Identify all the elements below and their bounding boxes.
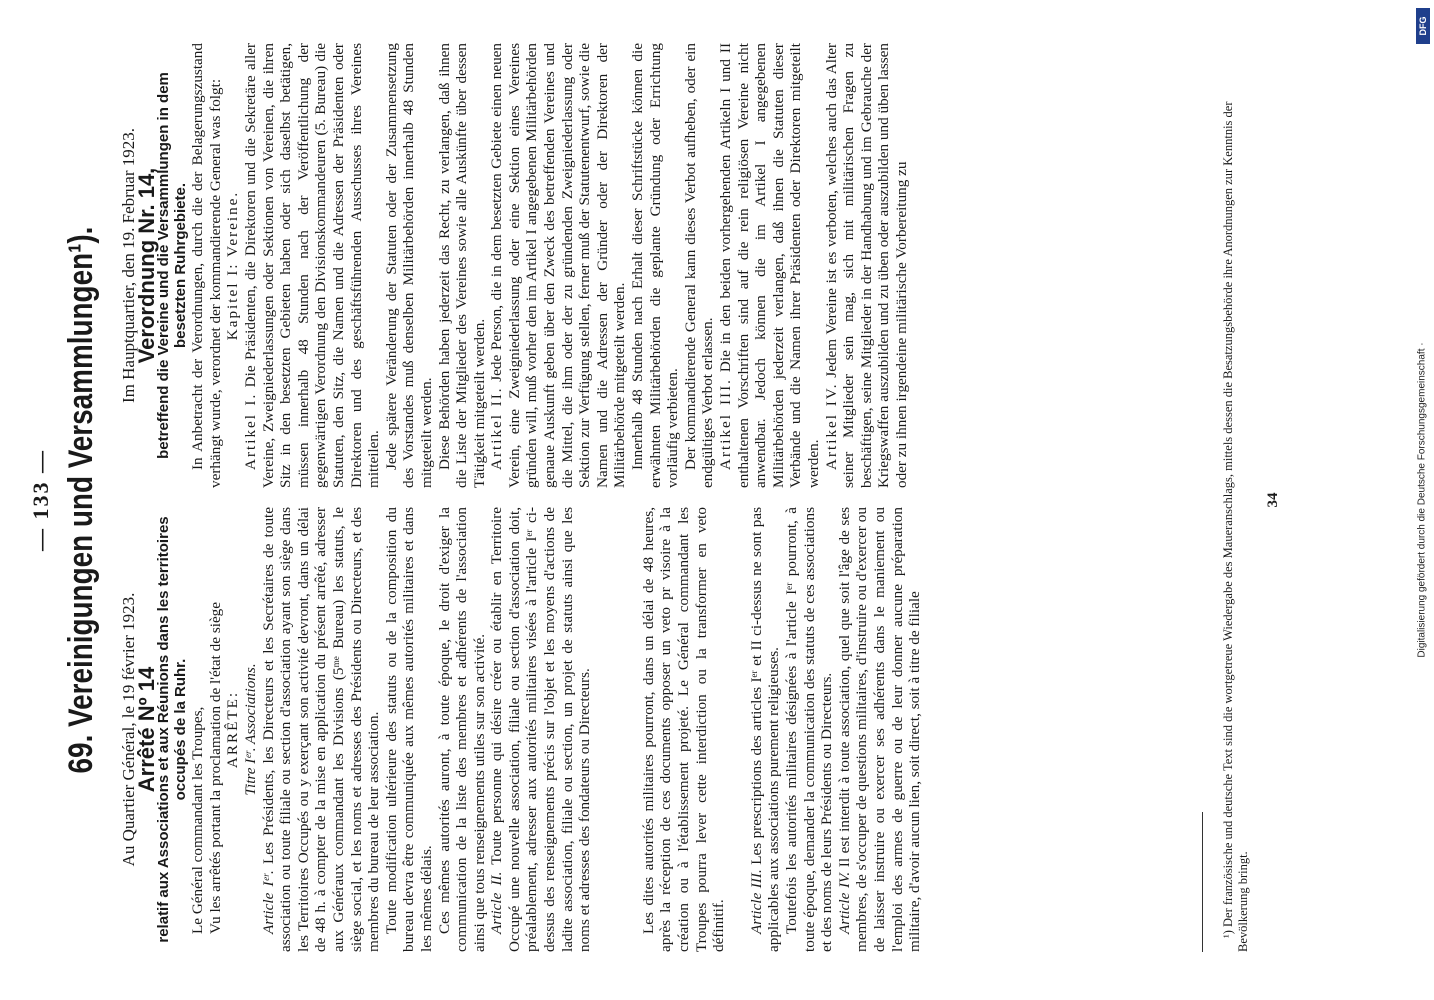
- french-arrete: ARRÊTE:: [224, 690, 242, 769]
- french-art4-label: Article IV.: [835, 871, 853, 934]
- main-title: 69. Vereinigungen und Versammlungen¹).: [62, 226, 100, 774]
- french-title: Arrêté Nº 14: [133, 666, 159, 793]
- digitization-sidebar: [1410, 0, 1434, 1000]
- french-article-4: [836, 507, 924, 952]
- german-art1-text: Die Präsidenten, die Direktoren und die Sekretäre aller Vereine, Zweigniederlassungen oder Sektionen von Vereinen, die ihren Sitz in den besetzten Gebieten haben oder sich daselbst betätigen, müssen innerhalb 48 Stunden nach der Veröffentlichung der gegenwärtigen Verordnung den Divisionskommandeuren (5. Bureau) die Statuten, den Sitz, die Namen und die Adressen der Präsidenten oder Direktoren und des geschäftsführenden Ausschusses ihres Vereines mitteilen.: [241, 42, 383, 488]
- french-art3-p2: Toutefois les autorités militaires désignées à l'article Iᵉʳ pourront, à toute époque, demander la communication des statuts de ces associations et des noms de leurs Présidents ou Directeurs.: [783, 507, 836, 952]
- french-art1-p3: Ces mêmes autorités auront, à toute époque, le droit d'exiger la communication de la liste des membres et adhérents de l'association ainsi que tous renseignements utiles sur son activité.: [435, 507, 488, 952]
- german-date: Im Hauptquartier, den 19. Februar 1923.: [119, 127, 138, 404]
- french-column: [120, 507, 924, 952]
- french-art1-text: Les Présidents, les Directeurs et les Secrétaires de toute association ou toute filiale ou section d'association ayant son siège dans les Territoires Occupés ou y exerçant son activité devront, dans un délai de 48 h. à compter de la mise en application du présent arrêté, adresser aux Généraux commandant les Divisions (5ᵐᵉ Bureau) les statuts, le siège social, et les noms et adresses des Présidents ou Directeurs, et des membres du bureau de leur association.: [259, 507, 383, 952]
- german-art1-p3: Diese Behörden haben jederzeit das Recht, zu verlangen, daß ihnen die Liste der Mitglieder des Vereines sowie alle Auskünfte über dessen Tätigkeit mitgeteilt werden.: [435, 43, 488, 488]
- french-art2-label: Article II.: [488, 871, 506, 934]
- spacer: [594, 507, 640, 952]
- french-art1-label: Article Iᵉʳ.: [259, 870, 277, 934]
- german-article-2: [488, 43, 629, 488]
- german-art3-label: Artikel III.: [717, 378, 734, 470]
- french-art2-text: Toute personne qui désire créer ou établir en Territoire Occupé une nouvelle association, filiale ou section d'association doit, préalablement, adresser aux autorités militaires visées à l'article Iᵉʳ ci-dessus des renseignements précis sur l'objet et les moyens d'actions de ladite association, filiale ou section, un projet de statuts ainsi que les noms et adresses des fondateurs ou Directeurs.: [488, 507, 594, 952]
- german-art2-p2: Innerhalb 48 Stunden nach Erhalt dieser Schriftstücke können die erwähnten Militärbehörden die geplante Gründung oder Errichtung vorläufig verbieten.: [629, 43, 682, 488]
- german-article-3: [717, 43, 823, 488]
- german-title: Verordnung Nr. 14,: [133, 167, 159, 364]
- german-art2-p3: Der kommandierende General kann dieses Verbot aufheben, oder ein endgültiges Verbot erlassen.: [681, 43, 717, 488]
- french-preamble-2: Vu les arrêtés portant la proclamation de l'état de siège: [206, 601, 224, 934]
- spacer: [728, 507, 748, 952]
- french-date: Au Quartier Général, le 19 février 1923.: [119, 592, 138, 867]
- german-art1-p2: Jede spätere Veränderung der Statuten oder der Zusammensetzung des Vorstandes muß denselben Militärbehörden innerhalb 48 Stunden mitgeteilt werden.: [382, 43, 435, 488]
- german-column: [120, 43, 911, 488]
- french-preamble-1: Le Général commandant les Troupes,: [189, 706, 207, 934]
- german-article-4: [823, 43, 911, 488]
- german-kapitel: Kapitel I: Vereine.: [224, 190, 242, 341]
- german-art3-text: Die in den beiden vorhergehenden Artikeln I und II enthaltenen Vorschriften sind auf die rein religiösen Vereine nicht anwendbar. Jedoch können die im Artikel I angegebenen Militärbehörden jederzeit verlangen, daß ihnen die Statuten dieser Verbände und die Namen ihrer Präsidenten oder Direktoren mitgeteilt werden.: [717, 42, 822, 488]
- french-art1-p2: Toute modification ultérieure des statuts ou de la composition du bureau devra être communiquée aux mêmes autorités militaires et dans les mêmes délais.: [382, 507, 435, 952]
- page-number: 34: [1265, 492, 1281, 508]
- digitization-credit: Digitalisierung gefördert durch die Deutsche Forschungsgemeinschaft ·: [1416, 342, 1428, 658]
- page-header: — 133 —: [28, 449, 53, 551]
- french-titre: Titre Iᵉʳ. Associations.: [241, 663, 259, 796]
- german-art2-text: Jede Person, die in dem besetzten Gebiete einen neuen Verein, eine Zweigniederlassung oder eine Sektion eines Vereines gründen will, muß vorher den im Artikel I angegebenen Militärbehörden genaue Auskunft geben über den Zweck des betreffenden Vereines und die Mittel, die ihm oder der zu gründenden Zweigniederlassung oder Sektion zur Verfügung stellen, ferner muß der Statutenentwurf, sowie die Namen und die Adressen der Gründer oder der Direktoren der Militärbehörde mitgeteilt werden.: [488, 43, 629, 488]
- german-art2-label: Artikel II.: [488, 386, 506, 470]
- french-article-3: [748, 507, 783, 952]
- french-art3-text: Les prescriptions des articles Iᵉʳ et II ci-dessus ne sont pas applicables aux associations purement religieuses.: [747, 507, 783, 952]
- french-art2-p2: Les dites autorités militaires pourront, dans un délai de 48 heures, après la réception de ces documents opposer un veto pr visoire à la création ou à l'établissement projeté. Le Général commandant les Troupes pourra lever cette interdiction ou la transformer en veto définitif.: [639, 507, 728, 952]
- french-article-2: [488, 507, 594, 952]
- dfg-logo-text: DFG: [1418, 16, 1428, 36]
- french-article-1: [260, 507, 383, 952]
- french-subtitle: relatif aux Associations et aux Réunions dans les territoires occupés de la Ruhr.: [155, 516, 190, 943]
- dfg-logo: [1416, 8, 1430, 44]
- french-art4-text: Il est interdit à toute association, quel que soit l'âge de ses membres, de s'occuper de questions militaires, d'instruire ou d'exercer ou de laisser instruire ou exercer ses adhérents dans le maniement ou l'emploi des armes de guerre ou de leur donner aucune préparation militaire, d'avoir aucun lien, soit direct, soit à titre de filiale: [835, 507, 924, 952]
- german-art4-label: Artikel IV.: [822, 382, 840, 470]
- german-art4-text: Jedem Vereine ist es verboten, welches auch das Alter seiner Mitglieder sein mag, sich mit militärischen Fragen zu beschäftigen, seine Mitglieder in der Handhabung und im Gebrauche der Kriegswaffen auszubilden und zu üben oder auszubilden und üben lassen oder zu ihnen irgendeine militärische Vorbereitung zu: [822, 42, 910, 488]
- footnote-rule: [1202, 812, 1203, 952]
- german-art1-label: Artikel I.: [241, 392, 259, 470]
- german-article-1: [242, 43, 383, 488]
- german-preamble: In Anbetracht der Verordnungen, durch die der Belagerungszustand verhängt wurde, verordnet der kommandierende General was folgt:: [189, 43, 224, 488]
- french-art3-label: Article III.: [747, 869, 765, 934]
- german-subtitle: betreffend die Vereine und die Versammlungen in dem besetzten Ruhrgebiete.: [155, 72, 190, 459]
- footnote: ¹) Der französische und deutsche Text sind die wortgetreue Wiedergabe des Maueranschlags, mittels dessen die Besatzungsbehörde ihre Anordnungen zur Kenntnis der Bevölkerung bringt.: [1220, 101, 1250, 952]
